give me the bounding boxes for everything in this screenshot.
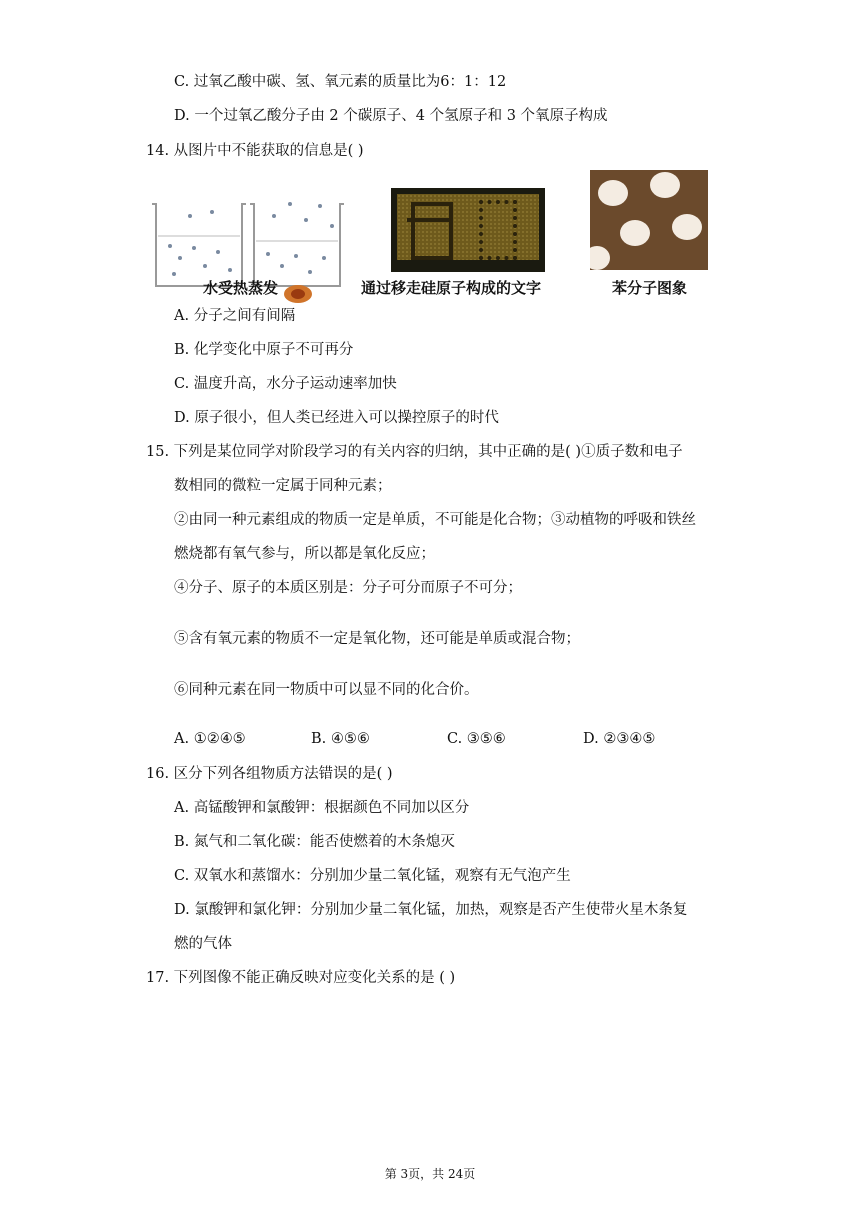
caption-evaporation: 水受热蒸发 [203,279,279,297]
q13-option-d: D. 一个过氧乙酸分子由 2 个碳原子、4 个氢原子和 3 个氧原子构成 [174,108,608,124]
q16-option-b: B. 氮气和二氧化碳：能否使燃着的木条熄灭 [174,834,455,850]
q15-option-c: C. ③⑤⑥ [447,731,506,747]
q14-stem: 14. 从图片中不能获取的信息是( ) [146,143,364,159]
q15-line: ④分子、原子的本质区别是：分子可分而原子不可分； [174,580,522,596]
q15-line: ⑤含有氧元素的物质不一定是氧化物，还可能是单质或混合物； [174,631,580,647]
q15-option-a: A. ①②④⑤ [174,731,246,747]
caption-benzene: 苯分子图象 [612,279,688,297]
q15-line: ②由同一种元素组成的物质一定是单质，不可能是化合物；③动植物的呼吸和铁丝 [174,512,696,528]
q16-option-d: D. 氯酸钾和氯化钾：分别加少量二氧化锰，加热，观察是否产生使带火星木条复 [174,902,688,918]
q16-option-d-cont: 燃的气体 [174,936,232,952]
q14-option-c: C. 温度升高，水分子运动速率加快 [174,376,397,392]
q15-line: 燃烧都有氧气参与，所以都是氧化反应； [174,546,435,562]
q17-stem: 17. 下列图像不能正确反映对应变化关系的是 ( ) [146,970,456,986]
benzene-molecule-image [590,170,708,270]
page-footer: 第 3页，共 24页 [384,1167,476,1181]
q15-option-d: D. ②③④⑤ [583,731,656,747]
q14-option-b: B. 化学变化中原子不可再分 [174,342,354,358]
q16-option-c: C. 双氧水和蒸馏水：分别加少量二氧化锰，观察有无气泡产生 [174,868,571,884]
q14-figure [145,166,715,301]
q16-option-a: A. 高锰酸钾和氯酸钾：根据颜色不同加以区分 [174,800,470,816]
q15-stem: 15. 下列是某位同学对阶段学习的有关内容的归纳，其中正确的是( )①质子数和电子 [146,444,683,460]
q15-option-b: B. ④⑤⑥ [311,731,370,747]
q15-line: ⑥同种元素在同一物质中可以显不同的化合价。 [174,682,479,698]
q16-stem: 16. 区分下列各组物质方法错误的是( ) [146,766,393,782]
silicon-atom-text-image [391,188,545,272]
q13-option-c: C. 过氧乙酸中碳、氢、氧元素的质量比为6：1：12 [174,74,507,90]
caption-silicon: 通过移走硅原子构成的文字 [361,279,542,297]
q14-option-a: A. 分子之间有间隔 [174,308,296,324]
q15-line: 数相同的微粒一定属于同种元素； [174,478,392,494]
q14-option-d: D. 原子很小，但人类已经进入可以操控原子的时代 [174,410,499,426]
